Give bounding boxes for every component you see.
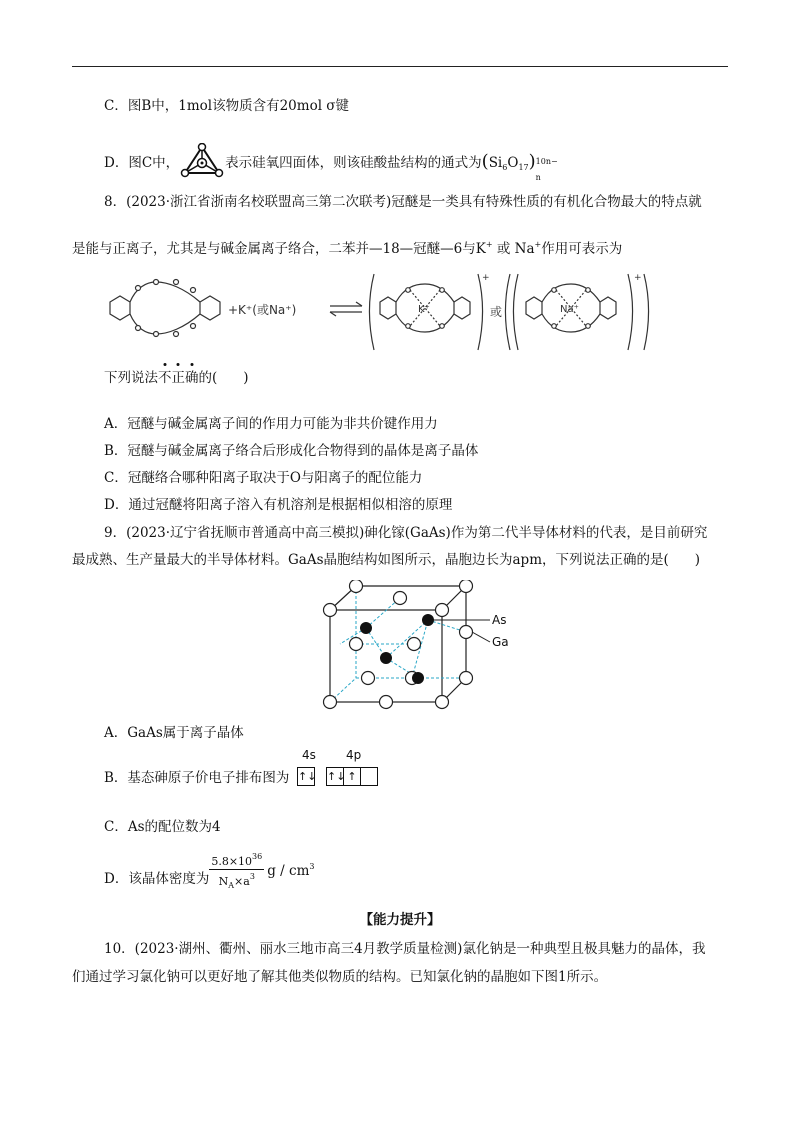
crown-ether-free (110, 280, 220, 337)
q8-question: 下列说法 不 正 确的( ) (104, 369, 249, 387)
scheme-na-ion: Na⁺ (560, 304, 579, 315)
q8-option-b: B．冠醚与碱金属离子络合后形成化合物得到的晶体是离子晶体 (104, 443, 479, 459)
svg-text:+: + (482, 273, 490, 283)
svg-text:+: + (634, 273, 642, 283)
q8-option-d: D．通过冠醚将阳离子溶入有机溶剂是根据相似相溶的原理 (104, 497, 453, 513)
scheme-reagent: +K⁺(或Na⁺) (228, 303, 297, 317)
label-ga: Ga (492, 635, 509, 649)
orbital-label-4p: 4p (346, 748, 362, 762)
orbital-box-4p: ↑↓ ↑ (326, 767, 378, 786)
section-title: 【能力提升】 (359, 912, 441, 928)
silicate-tetrahedron-icon (179, 143, 225, 179)
q8-stem-line2: 是能与正离子，尤其是与碱金属离子络合，二苯并—18—冠醚—6与K+ 或 Na+作用可表示为 (72, 240, 623, 257)
q7-option-c: C．图B中，1mol该物质含有20mol σ键 (104, 98, 350, 114)
q8-option-a: A．冠醚与碱金属离子间的作用力可能为非共价键作用力 (104, 416, 438, 432)
equilibrium-arrow-icon (330, 302, 362, 316)
gaas-unit-cell-diagram (318, 580, 538, 715)
density-fraction: $\frac{5.8\times 10^{36}}{N_A\times a^3}$ (211, 852, 263, 890)
q9-option-c: C．As的配位数为4 (104, 819, 221, 835)
scheme-k-ion: K⁺ (418, 304, 430, 315)
q9-stem-line1: 9．(2023·辽宁省抚顺市普通高中高三模拟)砷化镓(GaAs)作为第二代半导体材料的代表，是目前研究 (104, 525, 708, 541)
q9-option-a: A．GaAs属于离子晶体 (104, 725, 244, 741)
label-as: As (492, 613, 507, 627)
orbital-box-4s: ↑↓ (297, 767, 315, 786)
q9-option-b: B．基态砷原子价电子排布图为 (104, 770, 290, 786)
q9-option-d: D．该晶体密度为 $\frac{5.8\times 10^{36}}{N_A\times a^3}$ g / $cm^3$ (104, 850, 314, 894)
q8-stem-line1: 8．(2023·浙江省浙南名校联盟高三第二次联考)冠醚是一类具有特殊性质的有机化合物最大的特点就 (104, 194, 702, 210)
q7-option-d: D．图C中， 表示硅氧四面体，则该硅酸盐结构的通式为$(Si_6O_{17})$ 10n− n (104, 143, 554, 179)
q10-stem-line1: 10．(2023·湖州、衢州、丽水三地市高三4月教学质量检测)氯化钠是一种典型且极具魅力的晶体，我 (104, 941, 706, 957)
header-rule (72, 66, 728, 67)
orbital-label-4s: 4s (302, 748, 316, 762)
q8-option-c: C．冠醚络合哪种阳离子取决于O与阳离子的配位能力 (104, 470, 423, 486)
scheme-or: 或 (490, 305, 503, 319)
q9-stem-line2: 最成熟、生产量最大的半导体材料。GaAs晶胞结构如图所示，晶胞边长为apm，下列说法正确的是( ) (72, 552, 701, 568)
crown-ether-scheme (98, 268, 658, 358)
q10-stem-line2: 们通过学习氯化钠可以更好地了解其他类似物质的结构。已知氯化钠的晶胞如下图1所示。 (72, 969, 608, 985)
